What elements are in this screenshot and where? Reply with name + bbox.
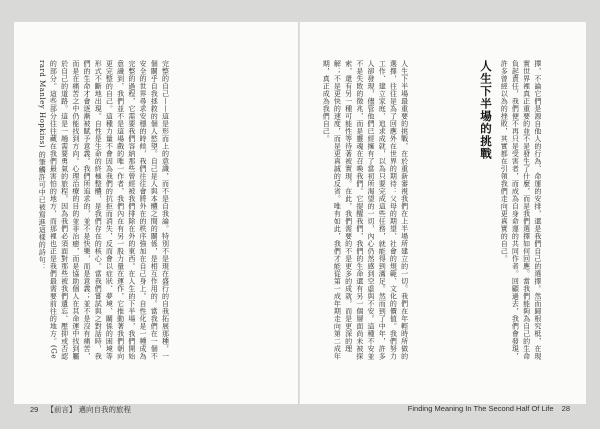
left-running-title: 【前言】 邁向自我的旅程 [46,405,132,414]
right-page-footer [408,404,576,413]
right-page-top-column [498,60,568,360]
left-page-footer [24,404,131,415]
left-page [14,22,298,414]
right-page-intro-text: 擇，不論它們是源自他人的行為、命運的安排，還是我們自己的選擇。然而歸根究柢，在現實世界裡真正重要的並不是發生了什麼，而是我們選擇如何回應。當我們能夠為自己的生命負起責任，我們便不再只是受害者，而成為自身命運的共同作者。回顧過去，我們會發現，許多曾經以為的挫敗，其實都在引領我們走向更真實的自己。 [500,60,542,360]
right-running-title: Finding Meaning In The Second Half Of Life [407,404,554,413]
right-page-body-text: 人生下半場最重要的挑戰，在於重新審視我們在上半場所建立的一切。我們在年輕時所做的選擇，往往是為了回應外在世界的期待：父母的期望、社會的規範、文化的價值。我們努力工作、建立家庭、追求成就，以為只要完成這些任務，就能得到滿足。然而到了中年，許多人卻發現，儘管他們已經擁有了當初所渴望的一切，內心仍然感到空虛與不安。這種不安並不是失敗的徵兆，而是靈魂在召喚我們。它提醒我們，我們的生命還有另一個層面尚未被探索，還有另一種可能性等待著被實現。在此，我們需要的不是更多的成就，而是更深的理解；不是更快的速度，而是更真誠的反省。唯有如此，我們才能從第一成年期走向第二成年期，真正成為我們自己。 [322,60,409,360]
right-page-number: 28 [561,404,570,413]
section-heading: 人生下半場的挑戰 [479,60,493,160]
left-page-body-text: 完整的自己——這是形而上的意識，而不是自我論。特別不是現在盛行的自我拓展那種，一個關乎自我拯救的個人慾望。自己是人與本體之間的關係，是相互作用的。當我們在一個不安全的世界尋求安穩的時候，我們往往會將外在的秩序強加在自己身上。自性化是一種成為完整的過程，它需要我們容納那些曾經被我們排除在外的東西。在人生的下半場，我們開始意識到，我們並不是這場戲的唯一作者，我們內在有另一股力量在運作，它推動著我們朝向更完整的自己。這種力量不會因為我們的抗拒而消失，反而會以症狀、夢境、關係的困境等形式不斷地出現。自性是生命的終極整體，是我們存在的核心。當我們嘗試與之對話時，我們的生命才會逐漸被賦予意義。我們所追求的，並不是快樂，而是意義；並不是沒有痛苦，而是在痛苦之中仍能找到方向。心理治療的目的並非治癒，而是協助個人在其命運中找到屬於自己的道路。這是一趟需要勇氣的旅程，因為我們必須面對那些被我們遺忘、壓抑或否認的部分。這些部分往往藏在我們最害怕的地方，而那裡也正是我們最需要前往的地方。(Gerard Manley Hopkins) 的筆觸許可中已被寫進這樣的詩句： [38,60,170,360]
left-page-body-column [36,60,282,360]
left-page-number: 29 [30,405,39,414]
right-page [300,22,586,413]
right-page-body-column [320,60,472,360]
